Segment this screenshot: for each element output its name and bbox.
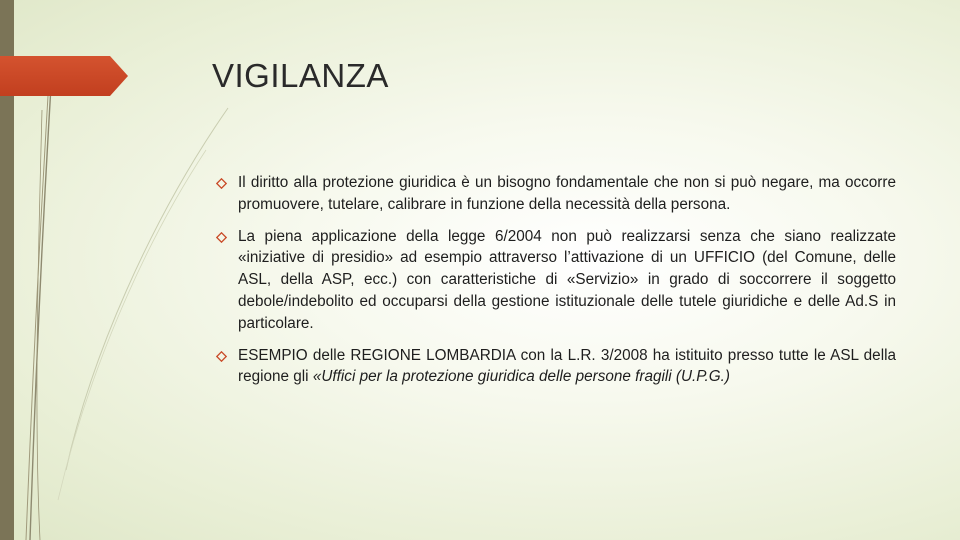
diamond-outline-icon (216, 351, 227, 362)
bullet-text-3: ESEMPIO delle REGIONE LOMBARDIA con la L.R. 3/2008 ha istituito presso tutte le ASL della regione gli (238, 346, 896, 386)
bullet-list (214, 172, 896, 398)
slide-title: VIGILANZA (212, 57, 389, 94)
bullet-item-3 (214, 345, 896, 389)
bullet-item-1 (214, 172, 896, 216)
bullet-text-3-italic: «Uffici per la protezione giuridica delle persone fragili (U.P.G.) (312, 368, 731, 386)
title-accent-arrow (0, 56, 128, 96)
bullet-item-2 (214, 226, 896, 335)
bullet-text-1: Il diritto alla protezione giuridica è un bisogno fondamentale che non si può negare, ma occorre promuovere, tutelare, calibrare in funzione della necessità della persona. (238, 174, 896, 213)
diamond-outline-icon (216, 232, 227, 243)
bullet-text-2: La piena applicazione della legge 6/2004 non può realizzarsi senza che siano realizzate «iniziative di presidio» ad esempio attraverso l’attivazione di un UFFICIO (del Comune, delle ASL, della ASP, ecc.) con caratteristiche di «Servizio» in grado di soccorrere il soggetto debole/indebolito ed occuparsi della gestione istituzionale delle tutele giuridiche e delle Ad.S in particolare. (238, 227, 896, 332)
diamond-outline-icon (216, 178, 227, 189)
